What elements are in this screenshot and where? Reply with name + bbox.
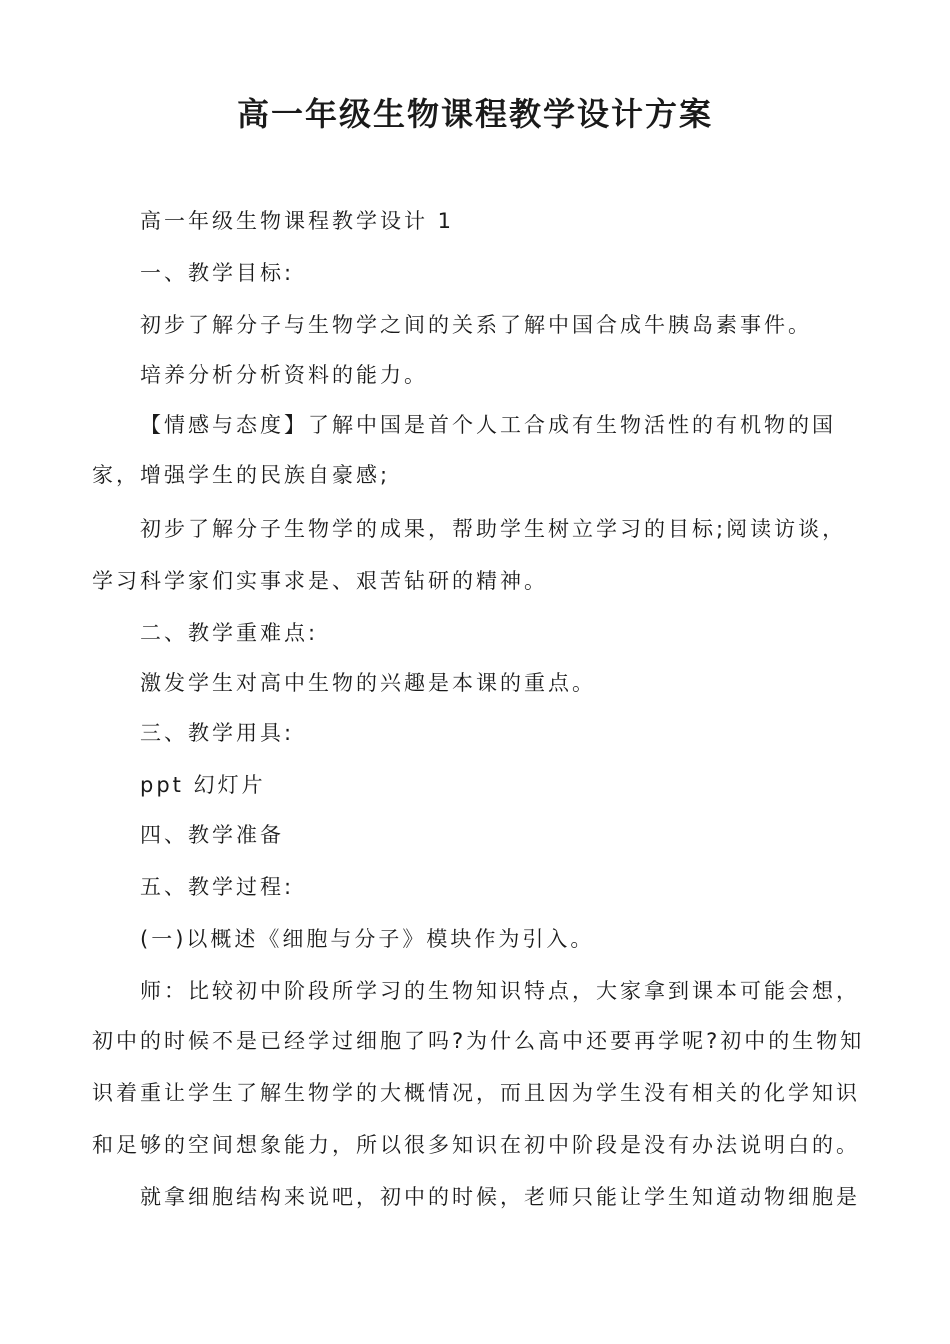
paragraph-line: (一)以概述《细胞与分子》模块作为引入。 [140,927,595,951]
paragraph-line: ppt 幻灯片 [140,773,266,797]
paragraph-line: 初步了解分子与生物学之间的关系了解中国合成牛胰岛素事件。 [140,313,812,337]
paragraph-line: 师：比较初中阶段所学习的生物知识特点，大家拿到课本可能会想， [140,979,860,1003]
paragraph-line: 三、教学用具: [140,721,295,745]
paragraph-line: 一、教学目标: [140,261,295,285]
paragraph-line: 和足够的空间想象能力，所以很多知识在初中阶段是没有办法说明白的。 [92,1133,860,1157]
paragraph-line: 家，增强学生的民族自豪感; [92,463,391,487]
paragraph-line: 就拿细胞结构来说吧，初中的时候，老师只能让学生知道动物细胞是 [140,1185,860,1209]
paragraph-line: 学习科学家们实事求是、艰苦钻研的精神。 [92,569,548,593]
paragraph-line: 激发学生对高中生物的兴趣是本课的重点。 [140,671,596,695]
document-title: 高一年级生物课程教学设计方案 [236,95,713,133]
paragraph-line: 五、教学过程: [140,875,295,899]
paragraph-line: 初中的时候不是已经学过细胞了吗?为什么高中还要再学呢?初中的生物知 [92,1029,865,1053]
section-heading: 高一年级生物课程教学设计 1 [140,209,455,233]
paragraph-line: 识着重让学生了解生物学的大概情况，而且因为学生没有相关的化学知识 [92,1081,860,1105]
paragraph-line: 【情感与态度】了解中国是首个人工合成有生物活性的有机物的国 [140,413,836,437]
paragraph-line: 四、教学准备 [140,823,284,847]
paragraph-line: 二、教学重难点: [140,621,319,645]
paragraph-line: 培养分析分析资料的能力。 [140,363,428,387]
paragraph-line: 初步了解分子生物学的成果，帮助学生树立学习的目标;阅读访谈， [140,517,847,541]
